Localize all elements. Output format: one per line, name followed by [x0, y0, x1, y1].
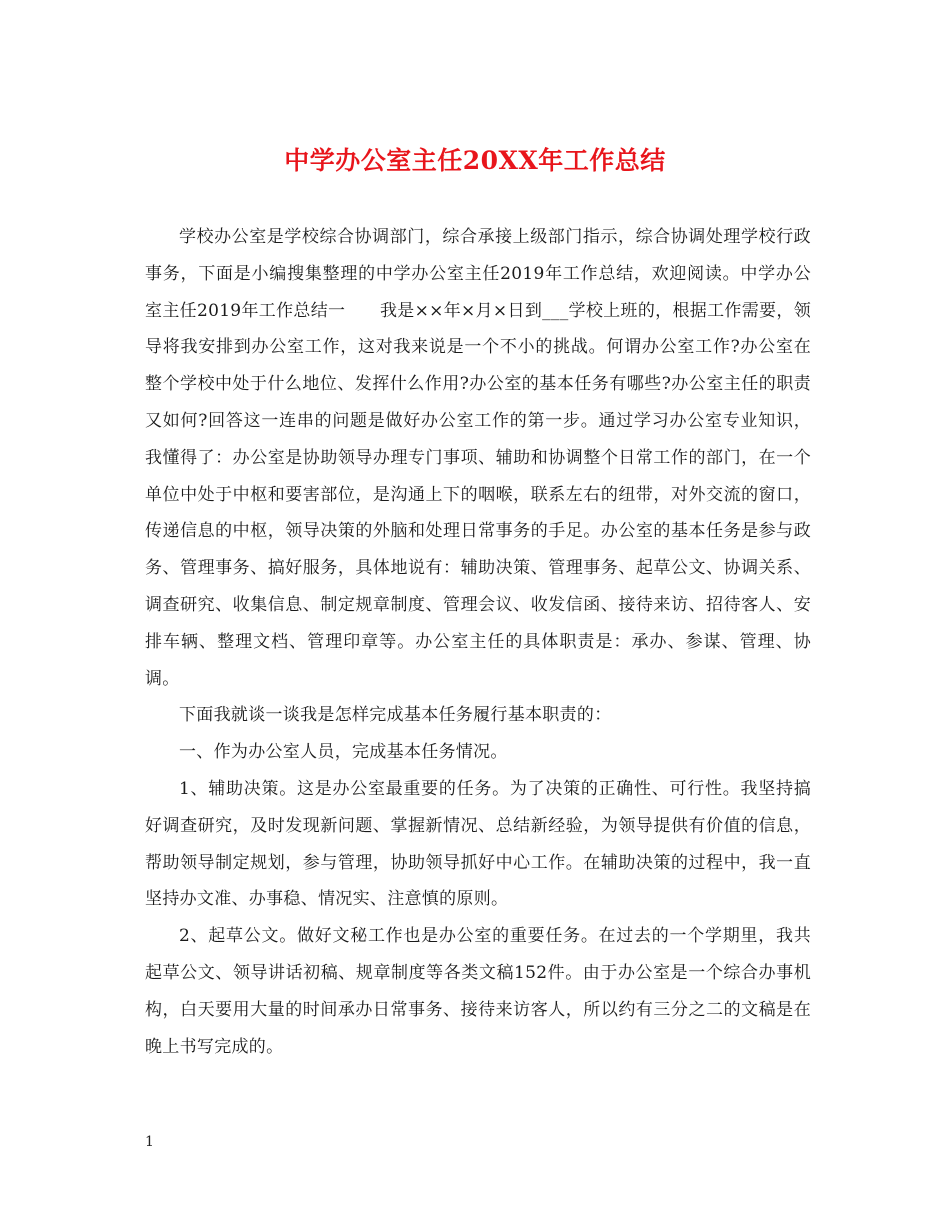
paragraph-transition: 下面我就谈一谈我是怎样完成基本任务履行基本职责的：: [179, 705, 612, 726]
document-body: [145, 219, 811, 1065]
document-title: 中学办公室主任20XX年工作总结: [284, 146, 666, 175]
page-number: 1: [145, 1134, 154, 1150]
section-heading-1: 一、作为办公室人员，完成基本任务情况。: [179, 742, 508, 763]
paragraph-intro: 学校办公室是学校综合协调部门，综合承接上级部门指示，综合协调处理学校行政事务，下面是小编搜集整理的中学办公室主任2019年工作总结，欢迎阅读。中学办公室主任2019年工作总结一 我是××年×月×日到___学校上班的，根据工作需要，领导将我安排到办公室工作，这对我来说是一个不小的挑战。何谓办公室工作?办公室在整个学校中处于什么地位、发挥什么作用?办公室的基本任务有哪些?办公室主任的职责又如何?回答这一连串的问题是做好办公室工作的第一步。通过学习办公室专业知识，我懂得了：办公室是协助领导办理专门事项、辅助和协调整个日常工作的部门，在一个单位中处于中枢和要害部位，是沟通上下的咽喉，联系左右的纽带，对外交流的窗口，传递信息的中枢，领导决策的外脑和处理日常事务的手足。办公室的基本任务是参与政务、管理事务、搞好服务，具体地说有：辅助决策、管理事务、起草公文、协调关系、调查研究、收集信息、制定规章制度、管理会议、收发信函、接待来访、招待客人、安排车辆、整理文档、管理印章等。办公室主任的具体职责是：承办、参谋、管理、协调。: [145, 227, 811, 689]
paragraph-draft-documents: 2、起草公文。做好文秘工作也是办公室的重要任务。在过去的一个学期里，我共起草公文、领导讲话初稿、规章制度等各类文稿152件。由于办公室是一个综合办事机构，白天要用大量的时间承办日常事务、接待来访客人，所以约有三分之二的文稿是在晚上书写完成的。: [145, 926, 811, 1057]
paragraph-assist-decision: 1、辅助决策。这是办公室最重要的任务。为了决策的正确性、可行性。我坚持搞好调查研究，及时发现新问题、掌握新情况、总结新经验，为领导提供有价值的信息，帮助领导制定规划，参与管理，协助领导抓好中心工作。在辅助决策的过程中，我一直坚持办文准、办事稳、情况实、注意慎的原则。: [145, 778, 811, 910]
